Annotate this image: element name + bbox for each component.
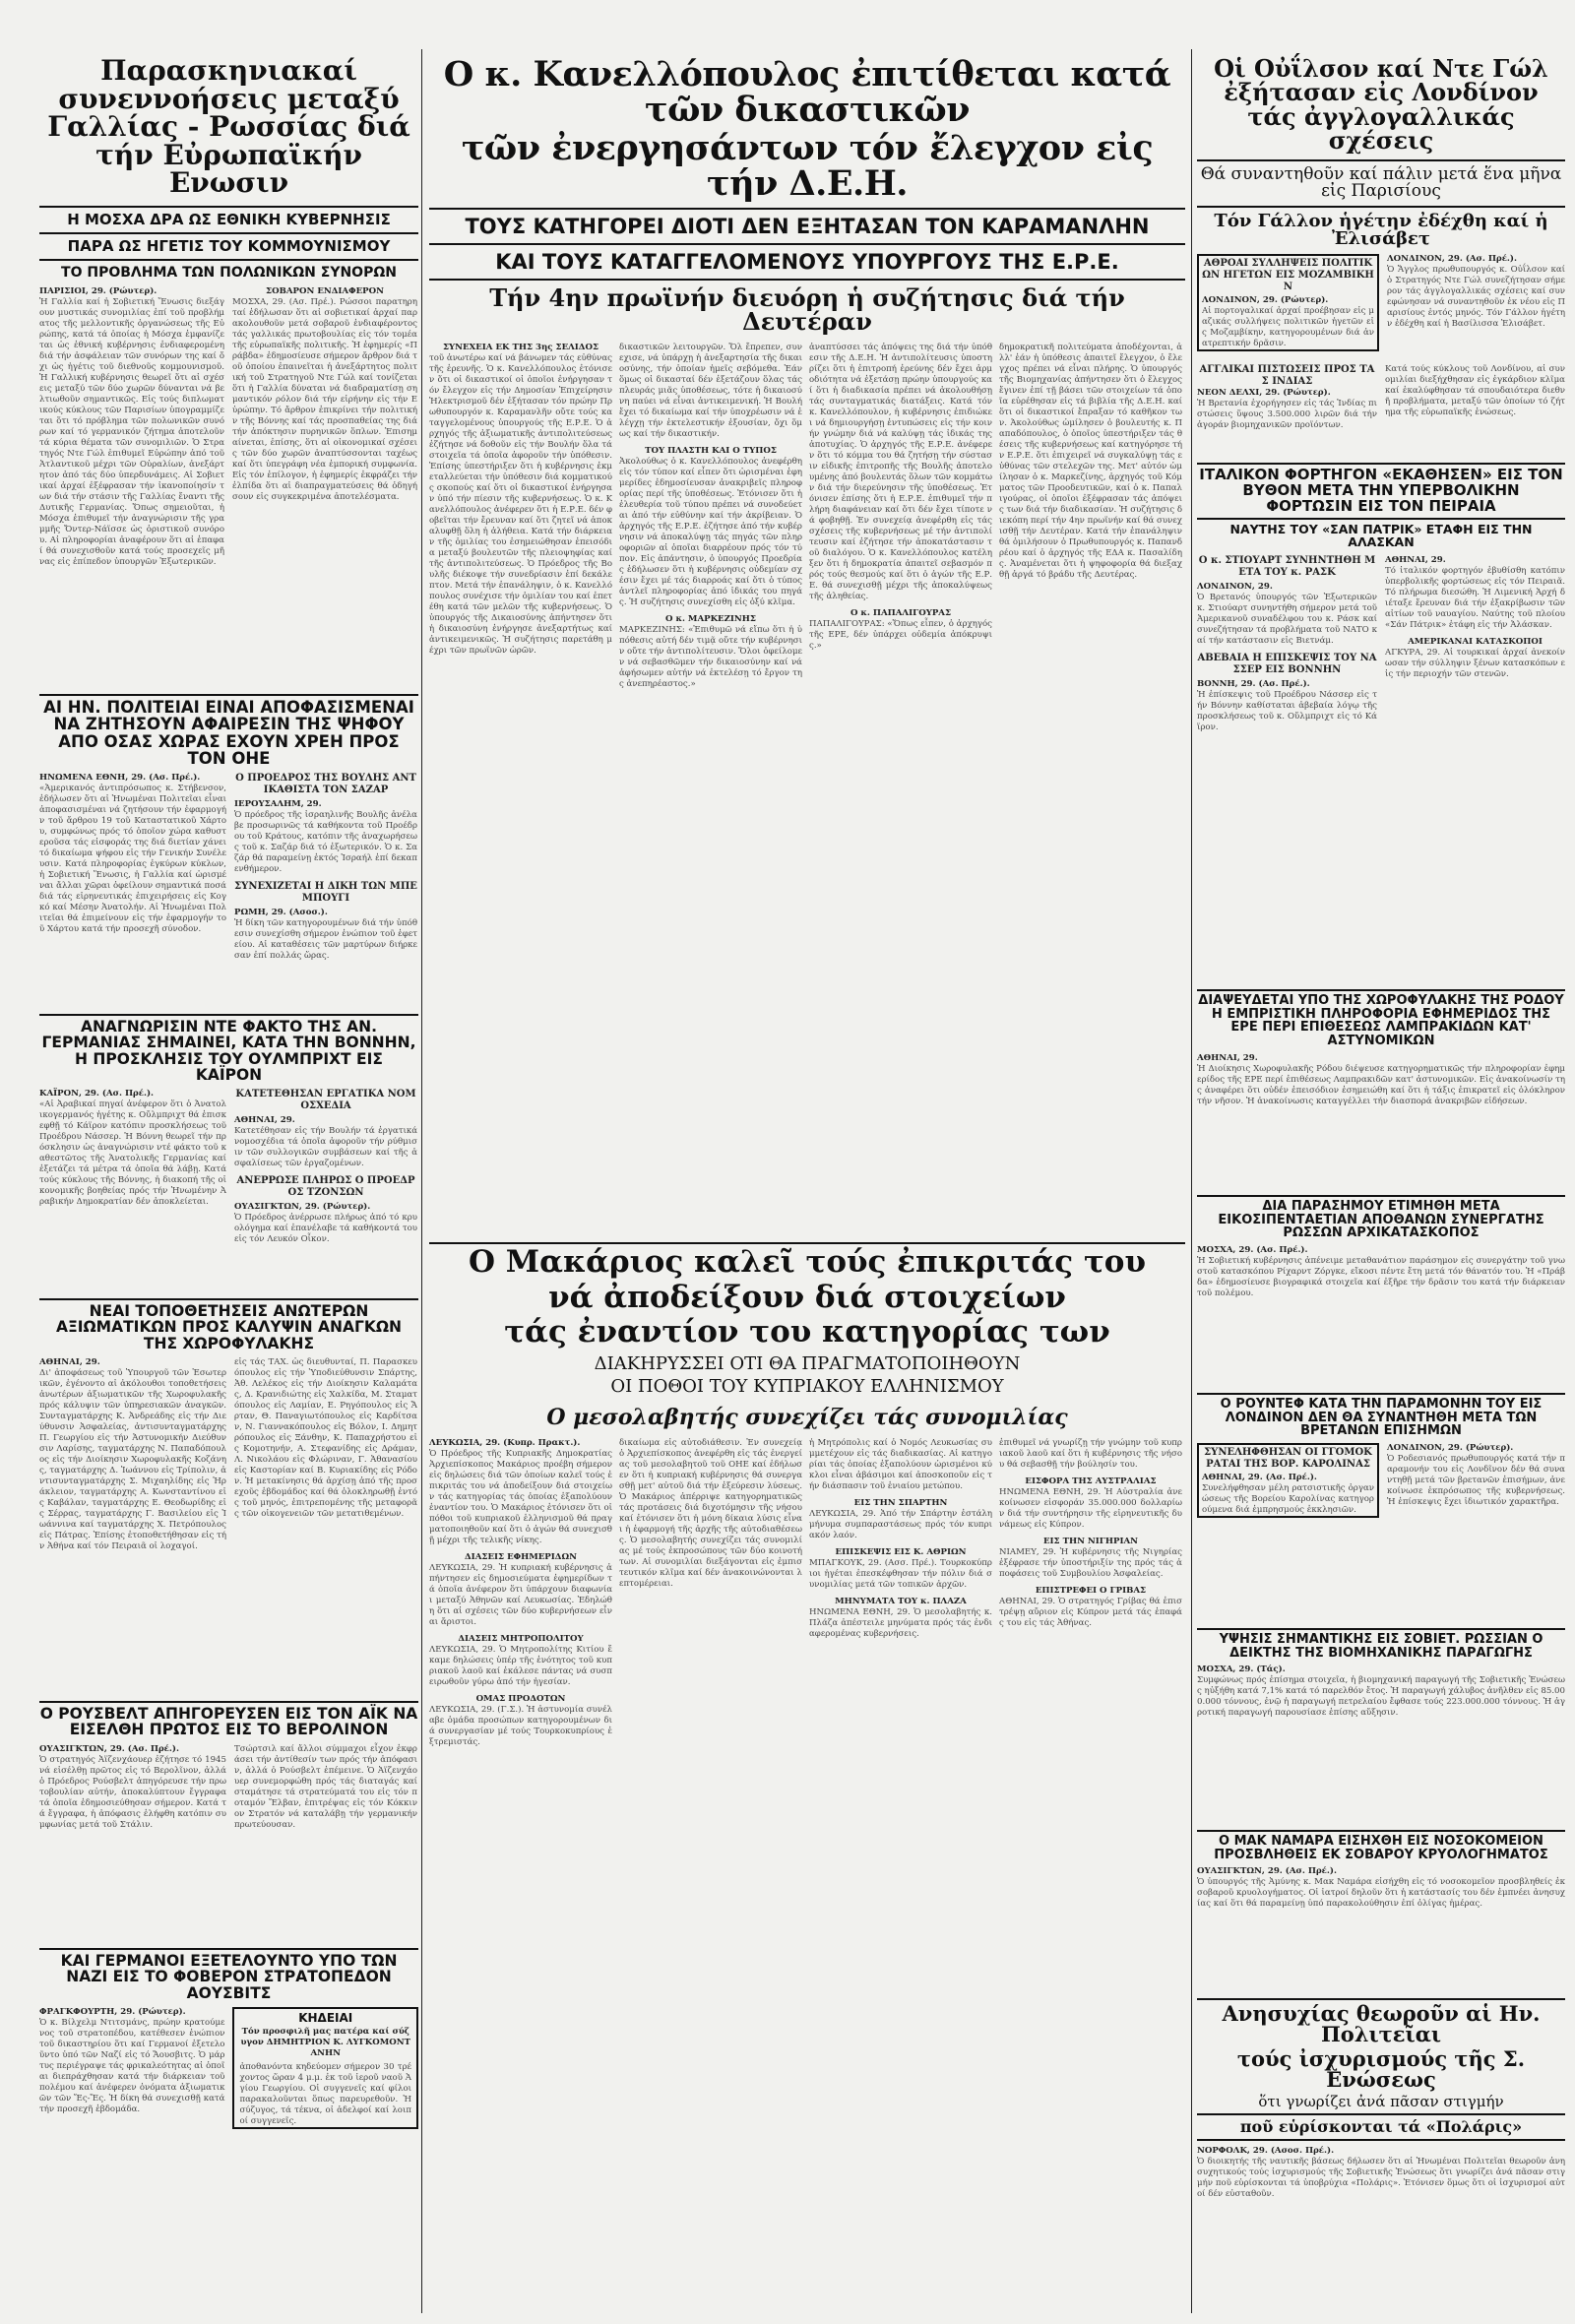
wilson-headline: Οἱ Οὐΐλσον καί Ντε Γώλ ἐξήτασαν εἰς Λονδίνον τάς ἀγγλογαλλικάς σχέσεις	[1214, 54, 1548, 156]
makarios-body-col4: ἐπιθυμεῖ νά γνωρίζῃ τήν γνώμην τοῦ κυπριακοῦ λαοῦ καί ὅτι ἡ κυβέρνησις τῆς νήσου θά σεβασθῇ τήν βούλησίν του.	[999, 1438, 1182, 1471]
soviet-body: Συμφώνως πρός ἐπίσημα στοιχεῖα, ἡ βιομηχανική παραγωγή τῆς Σοβιετικῆς Ἑνώσεως ηὐξήθη κατά 7,1% κατά τό παρελθόν ἔτος. Ἡ παραγωγή χάλυβος ἀνῆλθεν εἰς 85.000.000 τόννους, ἐνῷ ἡ παραγωγή πετρελαίου ἔφθασε τούς 223.000.000 τόννους. Ἡ ἀγροτική παραγωγή παρουσίασε ἐπίσης αὔξησιν.	[1197, 1675, 1565, 1719]
speaker-title: Ο ΠΡΟΕΔΡΟΣ ΤΗΣ ΒΟΥΛΗΣ ΑΝΤΙΚΑΘΙΣΤΑ ΤΟΝ ΣΑΖΑΡ	[235, 773, 416, 796]
metropolitou-body: ΛΕΥΚΩΣΙΑ, 29. Ὁ Μητροπολίτης Κιτίου ἔκαμε δηλώσεις ὑπέρ τῆς ἑνότητος τοῦ κυπριακοῦ λαοῦ καί ἐκάλεσε πάντας νά συσπειρωθοῦν γύρω ἀπό τήν ἡγεσίαν.	[429, 1645, 612, 1688]
auschwitz-headline: ΚΑΙ ΓΕΡΜΑΝΟΙ ΕΞΕΤΕΛΟΥΝΤΟ ΥΠΟ ΤΩΝ ΝΑΖΙ ΕΙΣ ΤΟ ΦΟΒΕΡΟΝ ΣΤΡΑΤΟΠΕΔΟΝ ΑΟΥΣΒΙΤΣ	[60, 1952, 398, 2002]
lead-sub3: ΤΟ ΠΡΟΒΛΗΜΑ ΤΩΝ ΠΟΛΩΝΙΚΩΝ ΣΥΝΟΡΩΝ	[61, 265, 397, 282]
funeral-body: ἀποθανόντα κηδεύομεν σήμερον 30 τρέχοντος ὥραν 4 μ.μ. ἐκ τοῦ ἱεροῦ ναοῦ Ἁγίου Γεωργίου. Οἱ συγγενεῖς καί φίλοι παρακαλοῦνται ὅπως παρευρεθοῦν. Ἡ σύζυγος, τά τέκνα, οἱ ἀδελφοί καί λοιποί συγγενεῖς.	[239, 2062, 414, 2127]
worker-dateline: ΑΘΗΝΑΙ, 29.	[234, 1115, 295, 1126]
s-sparti: ΕΙΣ ΤΗΝ ΣΠΑΡΤΗΝ	[853, 1498, 948, 1509]
ship-headline: ΙΤΑΛΙΚΟΝ ΦΟΡΤΗΓΟΝ «ΕΚΑΘΗΣΕΝ» ΕΙΣ ΤΟΝ ΒΥΘΟΝ ΜΕΤΑ ΤΗΝ ΥΠΕΡΒΟΛΙΚΗΝ ΦΟΡΤΩΣΙΝ ΕΙΣ ΤΟΝ ΠΕΙΡΑΙΑ	[1199, 466, 1563, 515]
lost-body: Ὁ Πρόεδρος ἀνέρρωσε πλήρως ἀπό τό κρυολόγημα καί ἐπανέλαβε τά καθήκοντά του εἰς τόν Λευκόν Οἶκον.	[234, 1213, 420, 1245]
makarios-body-col2: δικαίωμα εἰς αὐτοδιάθεσιν. Ἐν συνεχείᾳ ὁ Ἀρχιεπίσκοπος ἀνεφέρθη εἰς τάς ἐνεργείας τοῦ μεσολαβητοῦ τοῦ ΟΗΕ καί ἐδήλωσεν ὅτι ἡ κυπριακή κυβέρνησις θά συνεργασθῇ μετ' αὐτοῦ διά τήν ἐξεύρεσιν λύσεως. Ὁ Μακάριος ἀπέρριψε κατηγορηματικῶς τάς προτάσεις διά διχοτόμησιν τῆς νήσου καί ἐτόνισεν ὅτι ἡ μόνη δίκαια λύσις εἶναι ἡ ἐφαρμογή τῆς ἀρχῆς τῆς αὐτοδιαθέσεως. Ὁ μεσολαβητής συνεχίζει τάς συνομιλίας μέ τούς ἐκπροσώπους τῶν δύο κοινοτήτων. Αἱ συνομιλίαι διεξάγονται εἰς ἐμπιστευτικόν κλῖμα καί δέν ἀνακοινώνονται λεπτομέρειαι.	[619, 1438, 805, 1590]
roosevelt-headline: Ο ΡΟΥΣΒΕΛΤ ΑΠΗΓΟΡΕΥΣΕΝ ΕΙΣ ΤΟΝ ΑΪΚ ΝΑ ΕΙΣΕΛΘΗ ΠΡΩΤΟΣ ΕΙΣ ΤΟ ΒΕΡΟΛΙΝΟΝ	[39, 1705, 418, 1739]
wilson-story	[1197, 54, 1568, 362]
polaris-story	[1197, 2003, 1565, 2289]
ship-story	[1197, 466, 1568, 987]
carolina-dateline: ΑΘΗΝΑΙ, 29. (Ασ. Πρέ.).	[1202, 1472, 1317, 1482]
column-rule-1	[421, 49, 422, 2313]
carolina-title: ΣΥΝΕΛΗΦΘΗΣΑΝ ΟΙ ΓΓΟΜΟΚΡΑΤΑΙ ΤΗΣ ΒΟΡ. ΚΑΡΟΛΙΝΑΣ	[1204, 1446, 1372, 1470]
speaker-body: Ὁ πρόεδρος τῆς ἰσραηλινῆς Βουλῆς ἀνέλαβε προσωρινῶς τά καθήκοντα τοῦ Προέδρου τοῦ Κράτους, κατόπιν τῆς ἀναχωρήσεως τοῦ κ. Σαζάρ διά τό ἐξωτερικόν. Ὁ κ. Σαζάρ θά παραμείνῃ ἐκτός Ἰσραήλ ἐπί δεκαπενθήμερον.	[234, 810, 417, 875]
lost-dateline: ΟΥΑΣΙΓΚΤΩΝ, 29. (Ρώυτερ).	[234, 1202, 371, 1213]
column-rule-2	[1191, 49, 1192, 2313]
mcnamara-body: Ὁ ὑπουργός τῆς Ἀμύνης κ. Μακ Ναμάρα εἰσήχθη εἰς τό νοσοκομεῖον προσβληθείς ἐκ σοβαροῦ κρυολογήματος. Οἱ ἰατροί δηλοῦν ὅτι ἡ κατάστασίς του δέν ἐμπνέει ἀνησυχίας καί ὅτι θά παραμείνῃ ὑπό παρακολούθησιν ἐπί ὀλίγας ἡμέρας.	[1197, 1877, 1568, 1910]
wilson-story-cont	[1385, 364, 1568, 461]
roosevelt-body-right: Τσώρτσιλ καί ἄλλοι σύμμαχοι εἶχον ἐκφράσει τήν ἀντίθεσίν των πρός τήν ἀπόφασιν, ἀλλά ὁ Ρούσβελτ ἐπέμεινε. Ὁ Ἀϊζενχάουερ συνεμορφώθη πρός τάς διαταγάς καί σταμάτησε τά στρατεύματά του εἰς τόν ποταμόν Ἔλβαν, ἐπιτρέψας εἰς τόν Κόκκινον Στρατόν νά καταλάβῃ τήν γερμανικήν πρωτεύουσαν.	[234, 1743, 420, 1830]
lead-sub1: Η ΜΟΣΧΑ ΔΡΑ ΩΣ ΕΘΝΙΚΗ ΚΥΒΕΡΝΗΣΙΣ	[67, 210, 391, 228]
rodos-headline: ΔΙΑΨΕΥΔΕΤΑΙ ΥΠΟ ΤΗΣ ΧΩΡΟΦΥΛΑΚΗΣ ΤΗΣ ΡΟΔΟΥ Η ΕΜΠΡΙΣΤΙΚΗ ΠΛΗΡΟΦΟΡΙΑ ΕΦΗΜΕΡΙΔΟΣ ΤΗΣ ΕΡΕ ΠΕΡΙ ΕΠΙΘΕΣΕΩΣ ΛΑΜΠΡΑΚΙΔΩΝ ΚΑΤ' ΑΣΤΥΝΟΜΙΚΩΝ	[1198, 993, 1564, 1048]
rusk-body: Ὁ Ροδεσιανός πρωθυπουργός κατά τήν παραμονήν του εἰς Λονδῖνον δέν θά συναντηθῇ μετά τῶν βρετανῶν ἐπισήμων, ἀνεκοίνωσε ἐκπρόσωπος τῆς κυβερνήσεως. Ἡ ἐπίσκεψις ἔχει ἰδιωτικόν χαρακτῆρα.	[1387, 1453, 1568, 1507]
gdr-story	[39, 1019, 418, 1296]
rusk-dateline: ΛΟΝΔΙΝΟΝ, 29. (Ρώυτερ).	[1387, 1442, 1514, 1453]
s-epistrofi: ΕΠΙΣΤΡΕΦΕΙ Ο ΓΡΙΒΑΣ	[1035, 1586, 1147, 1597]
officers-body-left: Δι' ἀποφάσεως τοῦ Ὑπουργοῦ τῶν Ἐσωτερικῶν, ἐγένοντο αἱ ἀκόλουθοι τοποθετήσεις ἀνωτέρων ἀξιωματικῶν τῆς Χωροφυλακῆς πρός κάλυψιν τῶν ὑπηρεσιακῶν ἀναγκῶν. Συνταγματάρχης Κ. Ἀνδρεάδης εἰς τήν Διεύθυνσιν Ἀσφαλείας, ἀντισυνταγματάρχης Π. Γεωργίου εἰς τήν Ἀστυνομικήν Διεύθυνσιν Λαρίσης, ταγματάρχης Ν. Παπαδόπουλος εἰς τήν Διοίκησιν Χωροφυλακῆς Κοζάνης, ταγματάρχης Δ. Ἰωάννου εἰς Τρίπολιν, ἀντισυνταγματάρχης Σ. Μιχαηλίδης εἰς Ἡράκλειον, ταγματάρχης Α. Κωνσταντίνου εἰς Καβάλαν, ταγματάρχης Ε. Θεοδωρίδης εἰς Σέρρας, ταγματάρχης Γ. Βασιλείου εἰς Ἰωάννινα καί ταγματάρχης Χ. Πετρόπουλος εἰς Πάτρας. Ἐπίσης ἐτοποθετήθησαν εἰς τήν Ἀθήνα καί τόν Πειραιᾶ οἱ λοχαγοί.	[39, 1367, 229, 1551]
soviet-dateline: ΜΟΣΧΑ, 29. (Τάς).	[1197, 1664, 1286, 1675]
un-body: «Ἀμερικανός ἀντιπρόσωπος κ. Στήβενσον, ἐδήλωσεν ὅτι αἱ Ἡνωμέναι Πολιτεῖαι εἶναι ἀποφασισμέναι νά ζητήσουν τήν ἐφαρμογήν τοῦ ἄρθρου 19 τοῦ Καταστατικοῦ Χάρτου, συμφώνως πρός τό ὁποῖον χώρα καθυστεροῦσα τάς εἰσφοράς της διά διετίαν χάνει τό δικαίωμα ψήφου εἰς τήν Γενικήν Συνέλευσιν. Κατά πληροφορίας ἐγκύρων κύκλων, ἡ Σοβιετική Ἕνωσις, ἡ Γαλλία καί ὡρισμέναι ἄλλαι χῶραι ὀφείλουν σημαντικά ποσά διά τάς εἰρηνευτικάς ἐπιχειρήσεις εἰς Κογκό καί Μέσην Ἀνατολήν. Αἱ Ἡνωμέναι Πολιτεῖαι θά ἐπιμείνουν εἰς τήν ἐφαρμογήν τοῦ Χάρτου κατά τήν προσεχῆ σύνοδον.	[39, 784, 229, 935]
rodos-dateline: ΑΘΗΝΑΙ, 29.	[1197, 1052, 1258, 1063]
funeral-text: Τόν προσφιλῆ μας πατέρα καί σύζυγον ΔΗΜΗΤΡΙΟΝ Κ. ΛΥΓΚΟΜΟΝΤΑΝΗΝ	[240, 2027, 410, 2059]
funeral-title: ΚΗΔΕΙΑΙ	[298, 2010, 353, 2025]
lead-sub2: ΠΑΡΑ ΩΣ ΗΓΕΤΙΣ ΤΟΥ ΚΟΜΜΟΥΝΙΣΜΟΥ	[67, 236, 391, 255]
mozambique-title: ΑΘΡΟΑΙ ΣΥΛΛΗΨΕΙΣ ΠΟΛΙΤΙΚΩΝ ΗΓΕΤΩΝ ΕΙΣ ΜΟΖΑΜΒΙΚΗΝ	[1202, 258, 1374, 293]
ship-dateline: ΑΘΗΝΑΙ, 29.	[1385, 554, 1446, 565]
rusk-story	[1197, 1397, 1568, 1626]
lead-headline: Παρασκηνιακαί συνεννοήσεις μεταξύ Γαλλίας - Ρωσσίας διά τήν Εὐρωπαϊκήν Ενωσιν	[47, 54, 410, 200]
polaris-sub: ὅτι γνωρίζει ἀνά πᾶσαν στιγμήν	[1258, 2092, 1504, 2110]
trial-body: Ἡ δίκη τῶν κατηγορουμένων διά τήν ὑπόθεσιν συνεχίσθη σήμερον ἐνώπιον τοῦ ἐφετείου. Αἱ καταθέσεις τῶν μαρτύρων διήρκεσαν ἐπί πολλάς ὥρας.	[234, 918, 417, 962]
ship-sub: ΝΑΥΤΗΣ ΤΟΥ «ΣΑΝ ΠΑΤΡΙΚ» ΕΤΑΦΗ ΕΙΣ ΤΗΝ ΑΛΑΣΚΑΝ	[1229, 522, 1533, 550]
auschwitz-story	[39, 1953, 418, 2288]
mcnamara-headline: Ο ΜΑΚ ΝΑΜΑΡΑ ΕΙΣΗΧΘΗ ΕΙΣ ΝΟΣΟΚΟΜΕΙΟΝ ΠΡΟΣΒΛΗΘΕΙΣ ΕΚ ΣΟΒΑΡΟΥ ΚΡΥΟΛΟΓΗΜΑΤΟΣ	[1214, 1834, 1548, 1862]
makarios-headline-line2: νά ἀποδείξουν διά στοιχείων	[548, 1279, 1066, 1315]
markezinis-title: Ο κ. ΜΑΡΚΕΖΙΝΗΣ	[665, 613, 756, 624]
makarios-deck: Ο μεσολαβητής συνεχίζει τάς συνομιλίας	[546, 1405, 1068, 1431]
lost-title: ΑΝΕΡΡΩΣΕ ΠΛΗΡΩΣ Ο ΠΡΟΕΔΡΟΣ ΤΖΟΝΣΩΝ	[236, 1175, 415, 1199]
wilson-sub: Θά συναντηθοῦν καί πάλιν μετά ἕνα μῆνα εἰς Παρισίους	[1200, 163, 1562, 202]
makarios-sub2: ΟΙ ΠΟΘΟΙ ΤΟΥ ΚΥΠΡΙΑΚΟΥ ΕΛΛΗΝΙΣΜΟΥ	[610, 1375, 1004, 1397]
makarios-sub1: ΔΙΑΚΗΡΥΣΣΕΙ ΟΤΙ ΘΑ ΠΡΑΓΜΑΤΟΠΟΙΗΘΟΥΝ	[594, 1352, 1021, 1374]
makarios-body-col3: ἡ Μητρόπολις καί ὁ Νομός Λευκωσίας συμμετέχουν εἰς τάς διαδικασίας. Αἱ κατηγορίαι τάς ὁποίας ἐξαπολύουν ὡρισμένοι κύκλοι εἶναι ἀβάσιμοι καί ἀποσκοποῦν εἰς τήν διάσπασιν τοῦ ἑνιαίου μετώπου.	[809, 1438, 992, 1492]
wilson-dateline: ΛΟΝΔΙΝΟΝ, 29. (Ασ. Πρέ.).	[1387, 254, 1517, 265]
stuart-dateline: ΛΟΝΔΙΝΟΝ, 29.	[1197, 581, 1273, 592]
lead-dateline: ΠΑΡΙΣΙΟΙ, 29. (Ρώυτερ).	[39, 286, 158, 297]
trial-title: ΣΥΝΕΧΙΖΕΤΑΙ Η ΔΙΚΗ ΤΩΝ ΜΠΕΜΠΟΥΓΙ	[234, 881, 417, 905]
minimata-body: ΗΝΩΜΕΝΑ ΕΘΝΗ, 29. Ὁ μεσολαβητής κ. Πλάζα ἀπέστειλε μηνύματα πρός τάς ἐνδιαφερομένας κυβερνήσεις.	[809, 1607, 995, 1640]
lead-side-title: ΣΟΒΑΡΟΝ ΕΝΔΙΑΦΕΡΟΝ	[266, 286, 384, 297]
speaker-dateline: ΙΕΡΟΥΣΑΛΗΜ, 29.	[234, 799, 322, 810]
makarios-body-col1: Ὁ Πρόεδρος τῆς Κυπριακῆς Δημοκρατίας Ἀρχιεπίσκοπος Μακάριος προέβη σήμερον εἰς δηλώσεις διά τῶν ὁποίων καλεῖ τούς ἐπικριτάς του νά ἀποδείξουν διά στοιχείων τάς κατηγορίας τάς ὁποίας ἐξαπολύουν ἐναντίον του. Ὁ Μακάριος ἐτόνισεν ὅτι οἱ πόθοι τοῦ κυπριακοῦ ἑλληνισμοῦ θά πραγματοποιηθοῦν καί ὅτι ὁ ἀγών θά συνεχισθῇ μέχρι τῆς τελικῆς νίκης.	[429, 1449, 615, 1546]
epistrofi-body: ΑΘΗΝΑΙ, 29. Ὁ στρατηγός Γρίβας θά ἐπιστρέψῃ αὔριον εἰς Κύπρον μετά τάς ἐπαφάς του εἰς τάς Ἀθήνας.	[999, 1597, 1182, 1629]
india-story	[1197, 364, 1380, 461]
papaligouras-body: ΠΑΠΑΛΙΓΟΥΡΑΣ: «Ὅπως εἶπεν, ὁ ἀρχηγός τῆς ΕΡΕ, δέν ὑπάρχει οὐδεμία ἀπόκρυψις.»	[809, 618, 995, 651]
main-body-col4: δημοκρατικῆ πολιτεύματα ἀποδέχονται, ἀλλ' ἐάν ἡ ὑπόθεσις ἀπαιτεῖ ἔλεγχον, ὁ ἔλεγχος πρέπει νά εἶναι πλήρης. Ὁ ὑπουργός τῆς Βιομηχανίας ἀπήντησεν ὅτι ὁ ἔλεγχος ἔγινεν ἐπί τῇ βάσει τῶν στοιχείων τά ὁποῖα εὑρέθησαν εἰς τά βιβλία τῆς Δ.Ε.Η. καί ὅτι οἱ δικαστικοί ἔπραξαν τό καθῆκον των. Ἀκολούθως ὡμίλησεν ὁ βουλευτής κ. Παπαδόπουλος, ὁ ὁποῖος ὑπεστήριξεν τάς θέσεις τῆς κυβερνήσεως καί κατηγόρησε τήν Ε.Ρ.Ε. ὅτι ἐπιχειρεῖ νά συγκαλύψῃ τάς εὐθύνας τῶν στελεχῶν της. Μετ' αὐτόν ὡμίλησαν ὁ κ. Μαρκεζίνης, ἀρχηγός τοῦ Κόμματος τῶν Προοδευτικῶν, καί ὁ κ. Παπαλιγούρας, οἱ ὁποῖοι ἐξέφρασαν τάς ἀπόψεις των διά τήν διαδικασίαν. Ἡ συζήτησις διεκόπη περί τήν 4ην πρωϊνήν καί θά συνεχισθῇ τήν Δευτέραν. Κατά τήν ἐπανάληψιν θά ὁμιλήσουν ὁ Πρωθυπουργός κ. Παπανδρέου καί ὁ ἀρχηγός τῆς ΕΔΑ κ. Πασαλίδης. Ἀναμένεται ὅτι ἡ ψηφοφορία θά διεξαχθῇ ἀργά τό βράδυ τῆς Δευτέρας.	[999, 342, 1185, 580]
mcnamara-story	[1197, 1834, 1568, 1996]
officers-dateline: ΑΘΗΝΑΙ, 29.	[39, 1356, 100, 1367]
roosevelt-story	[39, 1706, 418, 1946]
officers-body-right: εἰς τάς ΤΑΧ. ὡς διευθυνταί, Π. Παρασκευόπουλος εἰς τήν Ὑποδιεύθυνσιν Σπάρτης, Ἀθ. Λελέκος εἰς τήν Διοίκησιν Καλαμάτας, Δ. Κρανιδιώτης εἰς Χαλκίδα, Μ. Σταματόπουλος εἰς Λαμίαν, Ε. Ρηγόπουλος εἰς Ἄρταν, Θ. Παναγιωτόπουλος εἰς Καρδίτσαν, Ν. Γιαννακόπουλος εἰς Βόλον, Ι. Δημητρόπουλος εἰς Ξάνθην, Κ. Παπαχρήστου εἰς Κομοτηνήν, Α. Στεφανίδης εἰς Δράμαν, Λ. Νικολάου εἰς Φλώριναν, Γ. Ἀθανασίου εἰς Καστορίαν καί Β. Κυριακίδης εἰς Ρόδον. Ἡ μετακίνησις θά ἀρχίσῃ ἀπό τῆς προσεχοῦς ἑβδομάδος καί θά ὁλοκληρωθῇ ἐντός τοῦ μηνός, ἐπιτρεπομένης τῆς μεταφορᾶς τῶν οἰκογενειῶν τῶν μετατιθεμένων.	[234, 1356, 420, 1519]
makarios-headline-line3: τάς ἐναντίον του κατηγορίας των	[504, 1314, 1110, 1350]
worker-body: Κατετέθησαν εἰς τήν Βουλήν τά ἐργατικά νομοσχέδια τά ὁποῖα ἀφοροῦν τήν ρύθμισιν τῶν συλλογικῶν συμβάσεων καί τῆς ἀσφαλίσεως τῶν ἐργαζομένων.	[234, 1126, 420, 1169]
main-deck: Τήν 4ην πρωϊνήν διευόρη ἡ συζήτησις διά τήν Δευτέραν	[489, 283, 1125, 337]
lead-story-russia	[39, 54, 420, 692]
polaris-dateline: ΝΟΡΦΟΛΚ, 29. (Ασοσ. Πρέ.).	[1197, 2146, 1335, 2157]
india-dateline: ΝΕΟΝ ΔΕΛΧΙ, 29. (Ρώυτερ).	[1197, 388, 1331, 398]
main-body-col3: ἀναπτύσσει τάς ἀπόψεις της διά τήν ὑπόθεσιν τῆς Δ.Ε.Η. Ἡ ἀντιπολίτευσις ὑποστηρίζει ὅτι ἡ ἐπιτροπή ἐρεύνης δέν ἔχει ἁρμοδιότητα νά ἐξετάσῃ πρώην ὑπουργούς καί ὅτι ἡ διαδικασία πρέπει νά ἀκολουθήσῃ τάς συνταγματικάς διατάξεις. Κατά τόν κ. Κανελλόπουλον, ἡ κυβέρνησις ἐπιδιώκει νά δημιουργήσῃ ἐντυπώσεις εἰς τήν κοινήν γνώμην διά νά καλύψῃ τάς ἰδικάς της ἀποτυχίας. Ὁ ἀρχηγός τῆς Ε.Ρ.Ε. ἀνέφερεν ὅτι τό κόμμα του θά ζητήσῃ τήν σύστασιν εἰδικῆς ἐπιτροπῆς τῆς Βουλῆς ἀποτελουμένης ἀπό βουλευτάς ὅλων τῶν κομμάτων διά τήν διερεύνησιν τῆς ὑποθέσεως. Ἐτόνισεν ἐπίσης ὅτι ἡ Ε.Ρ.Ε. ἐπιθυμεῖ τήν πλήρη διαφάνειαν καί ὅτι δέν ἔχει τίποτε νά φοβηθῇ. Ἐν συνεχείᾳ ἀνεφέρθη εἰς τάς σχέσεις τῆς κυβερνήσεως μέ τήν ἀντιπολίτευσιν καί ἐζήτησε τήν ἀποκατάστασιν τοῦ διαλόγου. Ὁ κ. Κανελλόπουλος κατέληξεν ὅτι ἡ δημοκρατία ἀπαιτεῖ σεβασμόν πρός τούς θεσμούς καί ὅτι ὁ ἀγών τῆς Ε.Ρ.Ε. θά συνεχισθῇ μέχρι τῆς ἀποκαλύψεως τῆς ἀληθείας.	[809, 342, 995, 601]
roosevelt-dateline: ΟΥΑΣΙΓΚΤΩΝ, 29. (Ασ. Πρέ.).	[39, 1743, 179, 1754]
polaris-sub2: ποῦ εὑρίσκονται τά «Πολάρις»	[1239, 2116, 1523, 2136]
makarios-headline-line1: Ο Μακάριος καλεῖ τούς ἐπικριτάς του	[468, 1244, 1146, 1280]
main-story-kanellopoulos	[429, 54, 1185, 1238]
rodos-story	[1197, 993, 1568, 1193]
auschwitz-dateline: ΦΡΑΓΚΦΟΥΡΤΗ, 29. (Ρώυτερ).	[39, 2006, 186, 2017]
main-continued: ΣΥΝΕΧΕΙΑ ΕΚ ΤΗΣ 3ης ΣΕΛΙΔΟΣ	[442, 342, 599, 352]
india-title: ΑΓΓΛΙΚΑΙ ΠΙΣΤΩΣΕΙΣ ΠΡΟΣ ΤΑΣ ΙΝΔΙΑΣ	[1199, 364, 1375, 387]
ship-body: Τό ἰταλικόν φορτηγόν ἐβυθίσθη κατόπιν ὑπερβολικῆς φορτώσεως εἰς τόν Πειραιᾶ. Τό πλήρωμα διεσώθη. Ἡ Λιμενική Ἀρχή διέταξε ἔρευναν διά τήν ἐξακρίβωσιν τῶν αἰτίων τοῦ ναυαγίου. Ναύτης τοῦ πλοίου «Σάν Πάτρικ» ἐτάφη εἰς τήν Ἀλάσκαν.	[1385, 565, 1568, 630]
rusk-headline: Ο ΡΟΥΝΤΕΦ ΚΑΤΑ ΤΗΝ ΠΑΡΑΜΟΝΗΝ ΤΟΥ ΕΙΣ ΛΟΝΔΙΝΟΝ ΔΕΝ ΘΑ ΣΥΝΑΝΤΗΘΗ ΜΕΤΑ ΤΩΝ ΒΡΕΤΑΝΩΝ ΕΠΙΣΗΜΩΝ	[1220, 1397, 1543, 1439]
archae-headline: ΔΙΑ ΠΑΡΑΣΗΜΟΥ ΕΤΙΜΗΘΗ ΜΕΤΑ ΕΙΚΟΣΙΠΕΝΤΑΕΤΙΑΝ ΑΠΟΘΑΝΩΝ ΣΥΝΕΡΓΑΤΗΣ ΡΩΣΣΩΝ ΑΡΧΙΚΑΤΑΣΚΟΠΟΣ	[1218, 1199, 1544, 1241]
prodotai-body: ΛΕΥΚΩΣΙΑ, 29. (Γ.Σ.). Ἡ ἀστυνομία συνέλαβε ὁμάδα προσώπων κατηγορουμένων διά συνεργασίαν μέ τούς Τουρκοκυπρίους ἐξτρεμιστάς.	[429, 1705, 612, 1748]
nigiria-body: ΝΙΑΜΕΥ, 29. Ἡ κυβέρνησις τῆς Νιγηρίας ἐξέφρασε τήν ὑποστήριξίν της πρός τάς ἀποφάσεις τοῦ Συμβουλίου Ἀσφαλείας.	[999, 1547, 1185, 1580]
mcnamara-dateline: ΟΥΑΣΙΓΚΤΩΝ, 29. (Ασ. Πρέ.).	[1197, 1866, 1337, 1877]
s-diaseis: ΔΙΑΣΕΙΣ ΕΦΗΜΕΡΙΔΩΝ	[465, 1552, 577, 1563]
s-nigiria: ΕΙΣ ΤΗΝ ΝΙΓΗΡΙΑΝ	[1042, 1537, 1139, 1547]
apeitisi-title: ΑΜΕΡΙΚΑΝΑΙ ΚΑΤΑΣΚΟΠΟΙ	[1408, 636, 1543, 647]
auschwitz-body: Ὁ κ. Βίλχελμ Ντιτσμάνς, πρώην κρατούμενος τοῦ στρατοπέδου, κατέθεσεν ἐνώπιον τοῦ δικαστηρίου ὅτι καί Γερμανοί ἐξετελοῦντο ὑπό τῶν Ναζί εἰς τό Ἄουσβιτς. Ὁ μάρτυς περιέγραψε τάς φρικαλεότητας αἱ ὁποῖαι διεπράχθησαν κατά τήν διάρκειαν τοῦ πολέμου καί ἀνέφερεν ὀνόματα ἀξιωματικῶν τῶν Ἔς-Ἔς. Ἡ δίκη θά συνεχισθῇ κατά τήν προσεχῆ ἑβδομάδα.	[39, 2017, 228, 2114]
polaris-body: Ὁ διοικητής τῆς ναυτικῆς βάσεως δήλωσεν ὅτι αἱ Ἡνωμέναι Πολιτεῖαι θεωροῦν ἀνησυχητικούς τούς ἰσχυρισμούς τῆς Σοβιετικῆς Ἑνώσεως ὅτι γνωρίζει ἀνά πᾶσαν στιγμήν ποῦ εὑρίσκονται τά ὑποβρύχια «Πολάρις». Ἐτόνισεν ὅμως ὅτι οἱ ἰσχυρισμοί αὐτοί δέν εὐσταθοῦν.	[1197, 2157, 1565, 2200]
main-sub1: ΤΟΥΣ ΚΑΤΗΓΟΡΕΙ ΔΙΟΤΙ ΔΕΝ ΕΞΗΤΑΣΑΝ ΤΟΝ ΚΑΡΑΜΑΝΛΗΝ	[465, 214, 1150, 238]
soviet-headline: ΥΨΗΣΙΣ ΣΗΜΑΝΤΙΚΗΣ ΕΙΣ ΣΟΒΙΕΤ. ΡΩΣΣΙΑΝ Ο ΔΕΙΚΤΗΣ ΤΗΣ ΒΙΟΜΗΧΑΝΙΚΗΣ ΠΑΡΑΓΩΓΗΣ	[1219, 1632, 1544, 1661]
papaligouras-title: Ο κ. ΠΑΠΑΛΙΓΟΥΡΑΣ	[850, 607, 952, 618]
gdr-headline: ΑΝΑΓΝΩΡΙΣΙΝ ΝΤΕ ΦΑΚΤΟ ΤΗΣ ΑΝ. ΓΕΡΜΑΝΙΑΣ ΣΗΜΑΙΝΕΙ, ΚΑΤΑ ΤΗΝ ΒΟΝΝΗΝ, Η ΠΡΟΣΚΛΗΣΙΣ ΤΟΥ ΟΥΛΜΠΡΙΧΤ ΕΙΣ ΚΑΪΡΟΝ	[41, 1018, 416, 1084]
polaris-headline-line1: Ανησυχίας θεωροῦν αἱ Ην. Πολιτεῖαι	[1222, 2001, 1541, 2047]
mozambique-body: Αἱ πορτογαλικαί ἀρχαί προέβησαν εἰς μαζικάς συλλήψεις πολιτικῶν ἡγετῶν εἰς Μοζαμβίκην, κατηγορουμένων διά ἀνατρεπτικήν δρᾶσιν.	[1202, 306, 1374, 349]
archae-story	[1197, 1199, 1568, 1391]
makarios-dateline: ΛΕΥΚΩΣΙΑ, 29. (Κυπρ. Πρακτ.).	[429, 1438, 581, 1449]
gdr-dateline: ΚΑΪΡΟΝ, 29. (Ασ. Πρέ.).	[39, 1089, 155, 1099]
main-body-col2: δικαστικῶν λειτουργῶν. Ὅλ ἔπρεπεν, συνεχισε, νά ὑπάρχῃ ἡ ἀνεξαρτησία τῆς δικαιοσύνης, τήν ὁποίαν ἡμεῖς σεβόμεθα. Ἐάν ὅμως οἱ δικασταί δέν ἐξετάζουν ὅλας τάς πλευράς μιᾶς ὑποθέσεως, τότε ἡ δικαιοσύνη παύει νά εἶναι ἀντικειμενική. Ἡ Βουλή ἔχει τό δικαίωμα καί τήν ὑποχρέωσιν νά ἐλέγχῃ τήν ἐκτελεστικήν ἐξουσίαν, ὄχι ὅμως καί τήν δικαστικήν.	[619, 342, 805, 439]
makarios-story	[429, 1244, 1185, 2291]
stuart-title: Ο κ. ΣΤΙΟΥΑΡΤ ΣΥΝΗΝΤΗΘΗ ΜΕΤΑ ΤΟΥ κ. ΡΑΣΚ	[1198, 554, 1376, 578]
mozambique-dateline: ΛΟΝΔΙΝΟΝ, 29. (Ρώυτερ).	[1202, 295, 1329, 306]
lead-body-right: ΜΟΣΧΑ, 29. (Ασ. Πρέ.). Ρώσσοι παρατηρηταί ἐδήλωσαν ὅτι αἱ σοβιετικαί ἀρχαί παρακολουθοῦν μετά σοβαροῦ ἐνδιαφέροντος τάς γαλλικάς πρωτοβουλίας εἰς τόν τομέα τῆς εὐρωπαϊκῆς πολιτικῆς. Ἡ ἐφημερίς «Πράβδα» ἐδημοσίευσε σήμερον ἄρθρον διά τοῦ ὁποίου ἐπαινεῖται ἡ ἀνεξάρτητος πολιτική τοῦ Στρατηγοῦ Ντε Γώλ καί τονίζεται ὅτι ἡ Γαλλία δύναται νά διαδραματίσῃ σημαντικόν ρόλον διά τήν εἰρήνην εἰς τήν Εὐρώπην. Τό ἄρθρον ἐπικρίνει τήν πολιτικήν τῆς Βόννης καί τάς προσπαθείας της διά τήν ἀπόκτησιν πυρηνικῶν ὅπλων. Ἐπισημαίνεται, ἐπίσης, ὅτι αἱ οἰκονομικαί σχέσεις τῶν δύο χωρῶν ἀναπτύσσονται ταχέως καί ὅτι ὑπεγράφη νέα ἐμπορική συμφωνία. Εἰς τόν ἐπίλογον, ἡ ἐφημερίς ἐκφράζει τήν ἐλπίδα ὅτι αἱ διαπραγματεύσεις θά ὁδηγήσουν εἰς συγκεκριμένα ἀποτελέσματα.	[232, 297, 420, 503]
archae-body: Ἡ Σοβιετική κυβέρνησις ἀπένειμε μεταθανάτιον παράσημον εἰς συνεργάτην τοῦ γνωστοῦ κατασκόπου Ρίχαρντ Ζόργκε, εἴκοσι πέντε ἔτη μετά τόν θάνατόν του. Ἡ «Πράβδα» ἐδημοσίευσε βιογραφικά στοιχεῖα καί ἐξῆρε τήν δρᾶσιν του κατά τήν διάρκειαν τοῦ πολέμου.	[1197, 1255, 1568, 1298]
officers-headline: ΝΕΑΙ ΤΟΠΟΘΕΤΗΣΕΙΣ ΑΝΩΤΕΡΩΝ ΑΞΙΩΜΑΤΙΚΩΝ ΠΡΟΣ ΚΑΛΥΨΙΝ ΑΝΑΓΚΩΝ ΤΗΣ ΧΩΡΟΦΥΛΑΚΗΣ	[55, 1302, 403, 1352]
archae-dateline: ΜΟΣΧΑ, 29. (Ασ. Πρέ.).	[1197, 1244, 1308, 1255]
sparti-body: ΛΕΥΚΩΣΙΑ, 29. Ἀπό τήν Σπάρτην ἐστάλη μήνυμα συμπαραστάσεως πρός τόν κυπριακόν λαόν.	[809, 1509, 995, 1541]
roosevelt-body-left: Ὁ στρατηγός Ἀϊζενχάουερ ἐζήτησε τό 1945 νά εἰσέλθῃ πρῶτος εἰς τό Βερολῖνον, ἀλλά ὁ Πρόεδρος Ρούσβελτ ἀπηγόρευσε τήν πρωτοβουλίαν αὐτήν, ἀποκαλύπτουν ἔγγραφα τά ὁποῖα ἐδημοσιεύθησαν σήμερον. Κατά τά ἔγγραφα, ἡ ἀπόφασις ἐλήφθη κατόπιν συμφωνίας μετά τοῦ Στάλιν.	[39, 1754, 229, 1830]
wilson-body: Ὁ Ἄγγλος πρωθυπουργός κ. Οὐΐλσον καί ὁ Στρατηγός Ντε Γώλ συνεζήτησαν σήμερον τάς ἀγγλογαλλικάς σχέσεις καί συνεφώνησαν νά συναντηθοῦν ἐκ νέου εἰς Παρισίους ἐντός μηνός. Τόν Γάλλον ἡγέτην ἐδέχθη καί ἡ Βασίλισσα Ἐλισάβετ.	[1387, 265, 1568, 330]
officers-story	[39, 1303, 418, 1699]
soviet-story	[1197, 1633, 1565, 1828]
un-headline: ΑΙ ΗΝ. ΠΟΛΙΤΕΙΑΙ ΕΙΝΑΙ ΑΠΟΦΑΣΙΣΜΕΝΑΙ ΝΑ ΖΗΤΗΣΟΥΝ ΑΦΑΙΡΕΣΙΝ ΤΗΣ ΨΗΦΟΥ ΑΠΟ ΟΣΑΣ ΧΩΡΑΣ ΕΧΟΥΝ ΧΡΕΗ ΠΡΟΣ ΤΟΝ ΟΗΕ	[43, 698, 414, 768]
trial-dateline: ΡΩΜΗ, 29. (Ασοσ.).	[234, 908, 328, 918]
s-minimata: ΜΗΝΥΜΑΤΑ ΤΟΥ κ. ΠΛΑΖΑ	[835, 1597, 967, 1607]
gdr-body: «Αἱ Ἀραβικαί πηγαί ἀνέφερον ὅτι ὁ Ἀνατολικογερμανός ἡγέτης κ. Οὔλμπριχτ θά ἐπισκεφθῇ τό Κάϊρον κατόπιν προσκλήσεως τοῦ Προέδρου Νάσσερ. Ἡ Βόννη θεωρεῖ τήν πρόσκλησιν ὡς ἀναγνώρισιν ντέ φάκτο τοῦ καθεστῶτος τῆς Ἀνατολικῆς Γερμανίας καί ἐξετάζει τά μέτρα τά ὁποῖα θά λάβῃ. Κατά τούς κύκλους τῆς Βόννης, ἡ διακοπή τῆς οἰκονομικῆς βοηθείας πρός τήν Ἡνωμένην Ἀραβικήν Δημοκρατίαν δέν ἀποκλείεται.	[39, 1099, 229, 1208]
press-body: Ἀκολούθως ὁ κ. Κανελλόπουλος ἀνεφέρθη εἰς τόν τύπον καί εἶπεν ὅτι ὡρισμέναι ἐφημερίδες ἐδημοσίευσαν ἀνακριβεῖς πληροφορίας περί τῆς ὑποθέσεως. Ἐτόνισεν ὅτι ἡ ἐλευθερία τοῦ τύπου πρέπει νά συνοδεύεται ἀπό τήν εὐθύνην καί τήν ἀκρίβειαν. Ὁ ἀρχηγός τῆς Ε.Ρ.Ε. ἐζήτησε ἀπό τήν κυβέρνησιν νά ἀποκαλύψῃ τάς πηγάς τῶν πληροφοριῶν αἱ ὁποῖαι διαρρέουν πρός τόν τύπον. Εἰς ἀπάντησιν, ὁ ὑπουργός Προεδρίας ἐδήλωσεν ὅτι ἡ κυβέρνησις οὐδεμίαν σχέσιν ἔχει μέ τάς διαρροάς καί ὅτι ὁ τύπος ἀντλεῖ πληροφορίας ἀπό ἰδικάς του πηγάς. Ἡ συζήτησις συνεχίσθη εἰς ὀξύ κλῖμα.	[619, 456, 805, 607]
press-title: ΤΟΥ ΠΛΑΣΤΗ ΚΑΙ Ο ΤΥΠΟΣ	[645, 445, 777, 456]
worker-title: ΚΑΤΕΤΕΘΗΣΑΝ ΕΡΓΑΤΙΚΑ ΝΟΜΟΣΧΕΔΙΑ	[235, 1089, 416, 1112]
main-sub2: ΚΑΙ ΤΟΥΣ ΚΑΤΑΓΓΕΛΟΜΕΝΟΥΣ ΥΠΟΥΡΓΟΥΣ ΤΗΣ Ε.Ρ.Ε.	[495, 249, 1119, 274]
s-metropolitou: ΔΙΑΣΕΙΣ ΜΗΤΡΟΠΟΛΙΤΟΥ	[458, 1634, 584, 1645]
polaris-headline-line2: τούς ἰσχυρισμούς τῆς Σ. Ενώσεως	[1236, 2045, 1526, 2093]
carolina-body: Συνελήφθησαν μέλη ρατσιστικῆς ὀργανώσεως τῆς Βορείου Καρολίνας κατηγορούμενα διά ἐμπρησμούς ἐκκλησιῶν.	[1202, 1482, 1374, 1515]
s-ypostirixis: ΕΙΣΦΟΡΑ ΤΗΣ ΑΥΣΤΡΑΛΙΑΣ	[1025, 1476, 1157, 1487]
markezinis-body: ΜΑΡΚΕΖΙΝΗΣ: «Ἐπιθυμῶ νά εἴπω ὅτι ἡ ὑπόθεσις αὐτή δέν τιμᾷ οὔτε τήν κυβέρνησιν οὔτε τήν ἀντιπολίτευσιν. Ὅλοι ὀφείλομεν νά σεβασθῶμεν τήν δικαιοσύνην καί νά ἀφήσωμεν αὐτήν νά ἐκτελέσῃ τό ἔργον της ἀνεπηρέαστος.»	[619, 624, 805, 689]
un-story	[39, 699, 418, 1012]
un-dateline: ΗΝΩΜΕΝΑ ΕΘΝΗ, 29. (Ασ. Πρέ.).	[39, 773, 201, 784]
wilson-deck: Τόν Γάλλον ἡγέτην ἐδέχθη καί ἡ Ἐλισάβετ	[1214, 210, 1548, 249]
apeitisi-body: ΑΓΚΥΡΑ, 29. Αἱ τουρκικαί ἀρχαί ἀνεκοίνωσαν τήν σύλληψιν ξένων κατασκόπων εἰς τήν περιοχήν τῶν στενῶν.	[1385, 647, 1565, 679]
ypostirixis-body: ΗΝΩΜΕΝΑ ΕΘΝΗ, 29. Ἡ Αὐστραλία ἀνεκοίνωσεν εἰσφοράν 35.000.000 δολλαρίων διά τήν συντήρησιν τῆς εἰρηνευτικῆς δυνάμεως εἰς Κύπρον.	[999, 1487, 1182, 1531]
s-aarhus: ΕΠΙΣΚΕΨΙΣ ΕΙΣ Κ. ΑΘΡΙΩΝ	[835, 1547, 967, 1558]
lead-body-left: Ἡ Γαλλία καί ἡ Σοβιετική Ἕνωσις διεξάγουν μυστικάς συνομιλίας ἐπί τοῦ προβλήματος τῆς μελλοντικῆς ὀργανώσεως τῆς Εὐρώπης, κατά τά ὁποίας ἡ Μόσχα ἐμφανίζεται ὡς ἐθνική κυβέρνησις ἐνδιαφερομένη διά τήν ἀσφάλειαν τῶν συνόρων της καί ὄχι ὡς ἡγέτις τοῦ διεθνοῦς κομμουνισμοῦ. Ἡ Γαλλική κυβέρνησις θεωρεῖ ὅτι αἱ σχέσεις μεταξύ τῶν δύο χωρῶν δύνανται νά βελτιωθοῦν σημαντικῶς. Εἰς τούς διπλωματικούς κύκλους τῶν Παρισίων ὑπογραμμίζεται ὅτι τό πρόβλημα τῶν πολωνικῶν συνόρων καί τό γερμανικόν ζήτημα ἀποτελοῦν τά κύρια θέματα τῶν συνομιλιῶν. Ὁ Στρατηγός Ντε Γώλ ἐπιθυμεῖ Εὐρώπην ἀπό τοῦ Ἀτλαντικοῦ μέχρι τῶν Οὐραλίων, ἀνεξάρτητον ἀπό τάς δύο ὑπερδυνάμεις. Αἱ Σοβιετικαί ἀρχαί ἐξέφρασαν τήν ἱκανοποίησίν των διά τήν στάσιν τῆς Γαλλίας ἔναντι τῆς Δυτικῆς Γερμανίας. Ὅπως σημειοῦται, ἡ Μόσχα ἐπιθυμεῖ τήν ἀναγνώρισιν τῆς γραμμῆς Ὄντερ-Νάϊσσε ὡς ὁριστικοῦ συνόρου. Αἱ πληροφορίαι ἀναφέρουν ὅτι αἱ ἐπαφαί θά συνεχισθοῦν κατά τούς προσεχεῖς μῆνας εἰς ἐπίπεδον ὑπουργῶν Ἐξωτερικῶν.	[39, 297, 227, 568]
aarhus-body: ΜΠΑΓΚΟΥΚ, 29. (Ασσ. Πρέ.). Τουρκοκύπριοι ἡγέται ἐπεσκέφθησαν τήν πόλιν διά συνομιλίας μετά τῶν τοπικῶν ἀρχῶν.	[809, 1558, 992, 1591]
rodos-body: Ἡ Διοίκησις Χωροφυλακῆς Ρόδου διέψευσε κατηγορηματικῶς τήν πληροφορίαν ἐφημερίδος τῆς ΕΡΕ περί ἐπιθέσεως Λαμπρακιδῶν κατ' ἀστυνομικῶν. Εἰς ἀνακοίνωσίν της ἀναφέρει ὅτι οὐδέν ἐπεισόδιον ἐσημειώθη καί ὅτι ἡ τάξις ἐπικρατεῖ εἰς ὁλόκληρον τήν νῆσον. Ἡ ἀνακοίνωσις καταγγέλλει τήν διασπορά ἀνακριβῶν εἰδήσεων.	[1197, 1063, 1568, 1106]
nasser-body: Ἡ ἐπίσκεψις τοῦ Προέδρου Νάσσερ εἰς τήν Βόννην καθίσταται ἀβεβαία λόγῳ τῆς προσκλήσεως τοῦ κ. Οὔλμπριχτ εἰς τό Κάϊρον.	[1197, 689, 1380, 732]
stuart-body: Ὁ Βρετανός ὑπουργός τῶν Ἐξωτερικῶν κ. Στιούαρτ συνηντήθη σήμερον μετά τοῦ Ἀμερικανοῦ συναδέλφου του κ. Ράσκ καί συνεζήτησαν τά προβλήματα τοῦ ΝΑΤΟ καί τήν κατάστασιν εἰς Βιετνάμ.	[1197, 592, 1380, 646]
nasser-title: ΑΒΕΒΑΙΑ Η ΕΠΙΣΚΕΨΙΣ ΤΟΥ ΝΑΣΣΕΡ ΕΙΣ ΒΟΝΝΗΝ	[1197, 652, 1377, 675]
main-body-col1: τοῦ ἀνωτέρω καί νά βάνωμεν τάς εὐθύνας τῆς ἐρευνῆς. Ὁ κ. Κανελλόπουλος ἐτόνισεν ὅτι οἱ δικαστικοί οἱ ὁποῖοι ἐνήργησαν τόν ἔλεγχον εἰς τήν Δημοσίαν Ἐπιχείρησιν Ἠλεκτρισμοῦ δέν ἐξήτασαν τόν πρώην Πρωθυπουργόν κ. Καραμανλῆν οὔτε τούς καταγγελομένους ὑπουργούς τῆς Ε.Ρ.Ε. Ὁ ἀρχηγός τῆς ἀξιωματικῆς ἀντιπολιτεύσεως ἐζήτησε νά δοθοῦν εἰς τήν Βουλήν ὅλα τά στοιχεῖα τά ὁποῖα ἀφοροῦν τήν ὑπόθεσιν. Ἐπίσης ὑπεστήριξεν ὅτι ἡ κυβέρνησις ἐκμεταλλεύεται τήν ὑπόθεσιν διά κομματικούς σκοπούς καί ὅτι οἱ δικαστικοί ἐνήργησαν ὑπό τήν πίεσιν τῆς κυβερνήσεως. Ὁ κ. Κανελλόπουλος ἀνέφερεν ὅτι ἡ Ε.Ρ.Ε. δέν φοβεῖται τήν ἔρευναν καί ὅτι ζητεῖ νά ἀποκαλυφθῇ ὅλη ἡ ἀλήθεια. Κατά τήν διάρκειαν τῆς ὁμιλίας του ἐσημειώθησαν ἐπεισόδια μεταξύ βουλευτῶν τῆς πλειοψηφίας καί τῆς ἀντιπολιτεύσεως. Ὁ Πρόεδρος τῆς Βουλῆς διέκοψε τήν συνεδρίασιν ἐπί δεκάλεπτον. Μετά τήν ἐπανάληψιν, ὁ κ. Κανελλόπουλος συνέχισε τήν ὁμιλίαν του καί ἐπετέθη κατά τῶν μελῶν τῆς κυβερνήσεως. Ὁ ὑπουργός τῆς Δικαιοσύνης ἀπήντησεν ὅτι ἡ δικαιοσύνη ἐνήργησε ἀνεξαρτήτως καί ἀντικειμενικῶς. Ἡ συζήτησις παρετάθη μέχρι τῶν πρωϊνῶν ὡρῶν.	[429, 352, 615, 656]
main-headline-line2: τῶν ἐνεργησάντων τόν ἔλεγχον εἰς τήν Δ.Ε.Η.	[461, 128, 1154, 205]
wilson-body-cont: Κατά τούς κύκλους τοῦ Λονδίνου, αἱ συνομιλίαι διεξήχθησαν εἰς ἐγκάρδιον κλῖμα καί ἐκαλύφθησαν τά σπουδαιότερα διεθνῆ προβλήματα, μεταξύ τῶν ὁποίων τό ζήτημα τῆς εὐρωπαϊκῆς ἑνώσεως.	[1385, 364, 1568, 417]
india-body: Ἡ Βρετανία ἐχορήγησεν εἰς τάς Ἰνδίας πιστώσεις ὕψους 3.500.000 λιρῶν διά τήν ἀγοράν βιομηχανικῶν προϊόντων.	[1197, 399, 1380, 430]
s-prodotai: ΟΜΑΣ ΠΡΟΔΟΤΩΝ	[475, 1694, 566, 1705]
diaseis-body: ΛΕΥΚΩΣΙΑ, 29. Ἡ κυπριακή κυβέρνησις ἀπήντησεν εἰς δημοσιεύματα ἐφημερίδων τά ὁποῖα ἀνέφερον ὅτι ὑπάρχουν διαφωνίαι μεταξύ Ἀθηνῶν καί Λευκωσίας. Ἐδηλώθη ὅτι αἱ σχέσεις τῶν δύο κυβερνήσεων εἶναι ἄριστοι.	[429, 1563, 612, 1628]
nasser-dateline: ΒΟΝΝΗ, 29. (Ασ. Πρέ.).	[1197, 678, 1310, 689]
main-headline-line1: Ο κ. Κανελλόπουλος ἐπιτίθεται κατά τῶν δικαστικῶν	[443, 54, 1171, 130]
